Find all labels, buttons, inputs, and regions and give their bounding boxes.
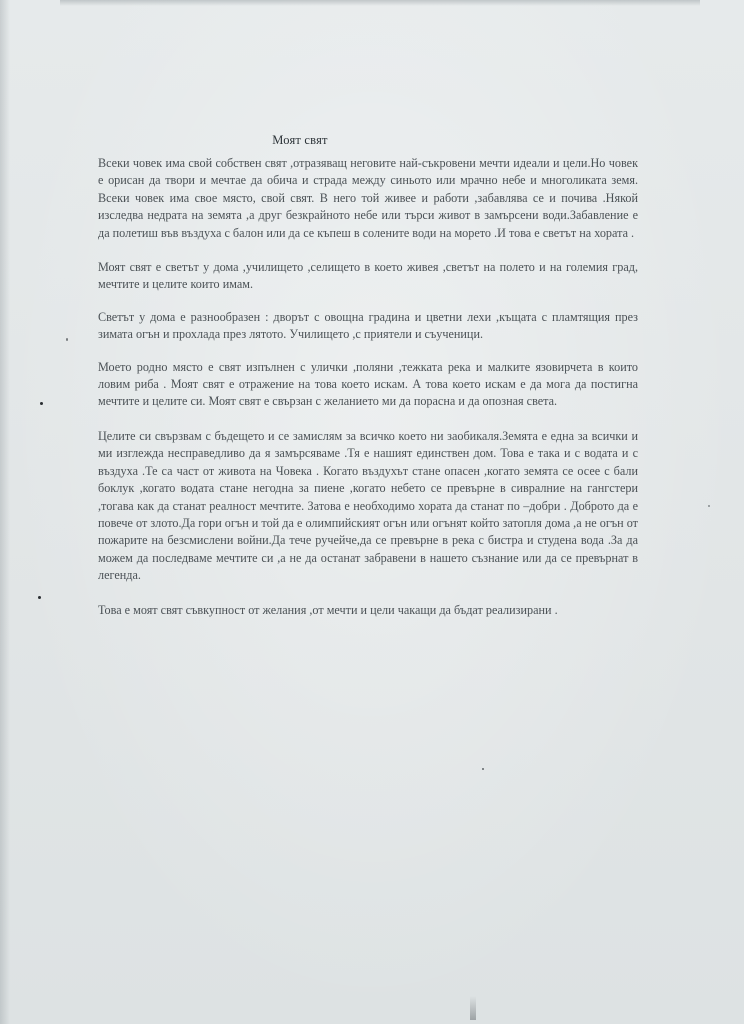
paragraph-4: Моето родно място е свят изпълнен с улички ,поляни ,тежката река и малките язовирчета в които ловим риба . Моят свят е отражение на това което искам. А това което искам е да мога да постигна мечтите и целите си. Моят свят е свързан с желанието ми да порасна и да опозная света.: [98, 359, 638, 409]
scan-speck: [38, 596, 41, 599]
document-title: Моят свят: [272, 133, 328, 147]
scan-left-shadow: [0, 0, 10, 1024]
scan-speck: [482, 768, 484, 770]
paragraph-6: Това е моят свят съвкупност от желания ,от мечти и цели чакащи да бъдат реализирани .: [98, 602, 558, 617]
scan-top-edge: [60, 0, 700, 6]
document-body: [98, 155, 638, 636]
paragraph-2: Моят свят е светът у дома ,училището ,селището в което живея ,светът на полето и на големия град, мечтите и целите които имам.: [98, 260, 638, 292]
scan-speck: [708, 505, 710, 507]
paragraph-3: Светът у дома е разнообразен : дворът с овощна градина и цветни лехи ,къщата с пламтящия през зимата огън и прохлада през лятото. Училището ,с приятели и съученици.: [98, 309, 638, 342]
paragraph-5: Целите си свързвам с бъдещето и се замислям за всичко което ни заобикаля.Земята е една за всички и ми изглежда несправедливо да я замърсяваме .Тя е нашият единствен дом. Това е така и с водата и с въздуха .Те са част от живота на Човека . Когато въздухът стане опасен ,когато земята се осее с бали боклук ,когато водата стане негодна за пиене ,когато небето се превърне в сивралние на гангстери ,тогава как да станат реалност мечтите. Затова е необходимо хората да станат по –добри . Доброто да е повече от злото.Да гори огън и той да е олимпийският огън или огънят който затопля дома ,а не огън от пожарите на безсмислени войни.Да тече ручейче,да се превърне в река с бистра и студена вода .За да можем да последваме мечтите си ,а не да останат забравени в нашето съзнание или да се превърнат в легенда.: [98, 428, 638, 583]
scan-speck: [66, 338, 68, 341]
paragraph-1: Всеки човек има свой собствен свят ,отразяващ неговите най-съкровени мечти идеали и цели.Но човек е орисан да твори и мечтае да обича и страда между синьото или мрачно небе и многоликата земя. Всеки човек има свое място, свой свят. В него той живее и работи ,забавлява се и почива .Някой изследва недрата на земята ,а друг безкрайното небе или търси живот в замърсени води.Забавление е да полетиш във въздуха с балон или да се къпеш в солените води на морето .И това е светът на хората .: [98, 156, 638, 240]
scan-speck: [40, 402, 43, 405]
scan-bottom-mark: [470, 996, 476, 1020]
